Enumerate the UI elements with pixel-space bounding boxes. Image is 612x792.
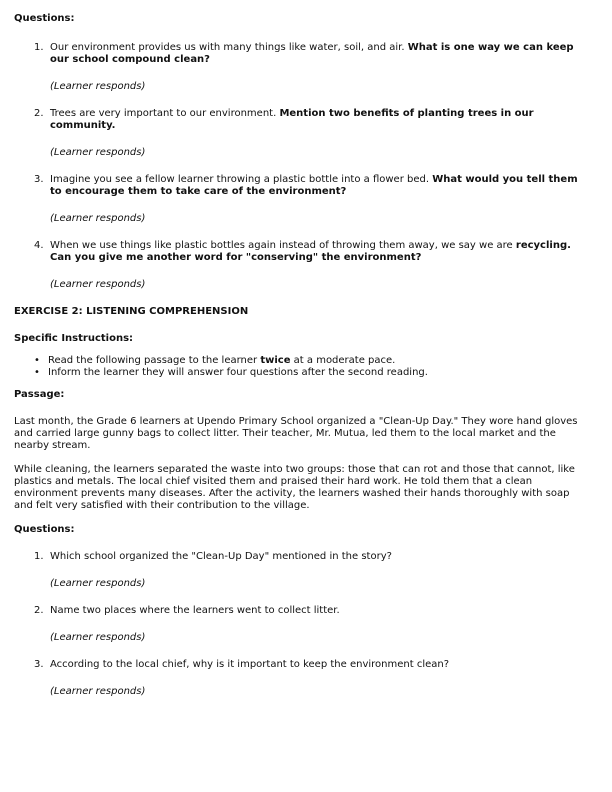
- instruction-text-end: at a moderate pace.: [290, 355, 396, 366]
- questions-heading: Questions:: [14, 524, 75, 535]
- question-number: 3.: [34, 174, 44, 185]
- learner-response: (Learner responds): [50, 213, 146, 224]
- learner-response: (Learner responds): [50, 147, 146, 158]
- learner-response: (Learner responds): [50, 686, 146, 697]
- instructions-list: [14, 355, 586, 379]
- question-item: [14, 42, 586, 66]
- question-text: When we use things like plastic bottles again instead of throwing them away, we say we are: [50, 240, 516, 251]
- learner-response: (Learner responds): [50, 578, 146, 589]
- question-text: Our environment provides us with many things like water, soil, and air.: [50, 42, 408, 53]
- instructions-heading: Specific Instructions:: [14, 333, 134, 344]
- question-item: [14, 659, 586, 671]
- exercise-title: EXERCISE 2: LISTENING COMPREHENSION: [14, 306, 249, 317]
- questions-heading: Questions:: [14, 13, 75, 24]
- question-text: According to the local chief, why is it important to keep the environment clean?: [50, 659, 450, 670]
- question-bold-text: What is one way we can keep our school compound clean?: [50, 42, 574, 65]
- learner-response: (Learner responds): [50, 632, 146, 643]
- question-item: [14, 551, 586, 563]
- question-bold-text: What would you tell them to encourage them to take care of the environment?: [50, 174, 578, 197]
- instruction-item: [14, 355, 586, 367]
- learner-response: (Learner responds): [50, 279, 146, 290]
- question-bold-text: Mention two benefits of planting trees in our community.: [50, 108, 534, 131]
- question-number: 2.: [34, 108, 44, 119]
- instruction-text: Read the following passage to the learner: [48, 355, 261, 366]
- question-bold-text: recycling. Can you give me another word for "conserving" the environment?: [50, 240, 571, 263]
- instruction-item: [14, 367, 586, 379]
- question-item: [14, 108, 586, 132]
- question-text: Trees are very important to our environment.: [50, 108, 280, 119]
- passage-paragraph: While cleaning, the learners separated the waste into two groups: those that can rot and those that cannot, like plastics and metals. The local chief visited them and praised their hard work. He told them that a clean environment prevents many diseases. After the activity, the learners washed their hands thoroughly with soap and felt very satisfied with their contribution to the village.: [14, 464, 575, 511]
- question-item: [14, 240, 586, 264]
- instruction-emphasis: twice: [260, 355, 291, 366]
- question-number: 1.: [34, 551, 44, 562]
- worksheet-page: [14, 10, 586, 698]
- question-item: [14, 605, 586, 617]
- passage-heading: Passage:: [14, 389, 65, 400]
- learner-response: (Learner responds): [50, 81, 146, 92]
- question-number: 3.: [34, 659, 44, 670]
- question-text: Imagine you see a fellow learner throwing a plastic bottle into a flower bed.: [50, 174, 433, 185]
- question-number: 2.: [34, 605, 44, 616]
- question-number: 1.: [34, 42, 44, 53]
- question-text: Name two places where the learners went to collect litter.: [50, 605, 340, 616]
- question-number: 4.: [34, 240, 44, 251]
- passage-paragraph: Last month, the Grade 6 learners at Upendo Primary School organized a "Clean-Up Day." They wore hand gloves and carried large gunny bags to collect litter. Their teacher, Mr. Mutua, led them to the local market and the nearby stream.: [14, 416, 578, 451]
- question-text: Which school organized the "Clean-Up Day" mentioned in the story?: [50, 551, 392, 562]
- instruction-text: Inform the learner they will answer four questions after the second reading.: [48, 367, 428, 378]
- question-item: [14, 174, 586, 198]
